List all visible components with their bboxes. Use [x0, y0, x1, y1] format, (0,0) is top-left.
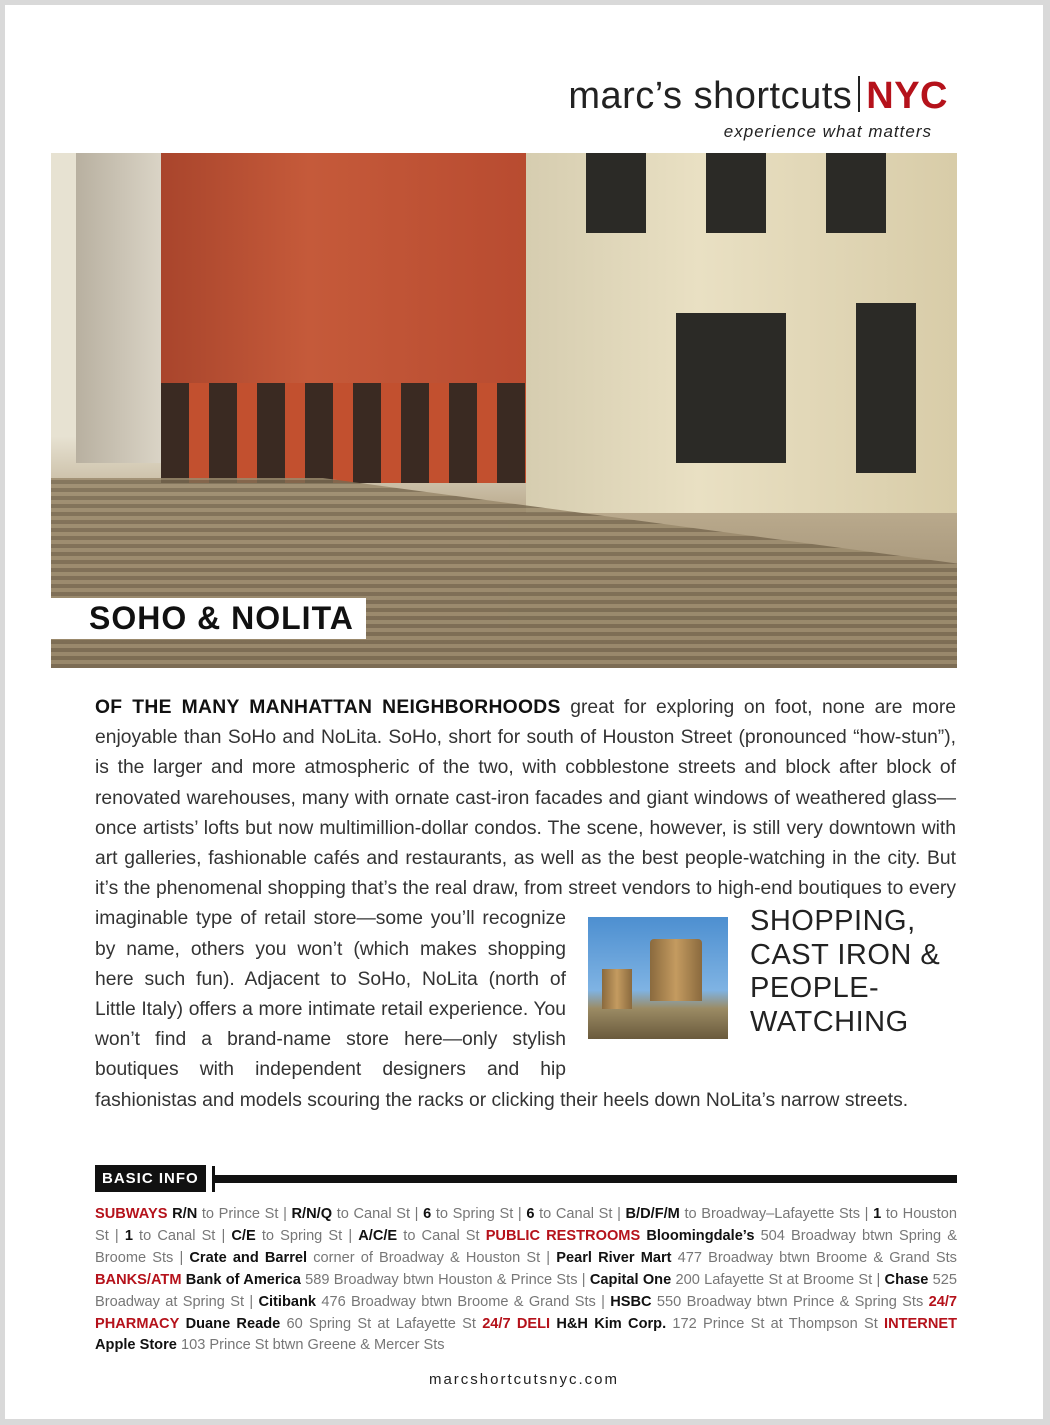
info-place: Bank of America: [185, 1271, 301, 1288]
brand-name: marc’s shortcuts: [568, 75, 853, 117]
basic-info-header: [95, 1165, 957, 1193]
info-category: PUBLIC RESTROOMS: [485, 1227, 641, 1244]
info-detail: to Prince St |: [197, 1206, 292, 1222]
hero-photo: [51, 153, 957, 668]
info-category: 24/7 PHARMACY: [95, 1293, 957, 1332]
water-tower-photo: [588, 917, 728, 1039]
info-place: 6: [526, 1206, 535, 1222]
info-detail: 476 Broadway btwn Broome & Grand Sts |: [316, 1293, 611, 1310]
info-place: A/C/E: [358, 1227, 398, 1244]
info-detail: 200 Lafayette St at Broome St |: [671, 1271, 885, 1288]
info-category: 24/7 DELI: [482, 1315, 551, 1332]
info-place: R/N/Q: [291, 1206, 333, 1222]
info-detail: to Canal St |: [534, 1206, 626, 1222]
footer-url[interactable]: marcshortcutsnyc.com: [428, 1371, 620, 1388]
basic-info-label: BASIC INFO: [95, 1165, 206, 1192]
building: [161, 153, 531, 483]
info-place: 6: [423, 1206, 432, 1222]
info-category: BANKS/ATM: [95, 1271, 182, 1288]
building: [526, 153, 957, 513]
info-place: 1: [873, 1206, 882, 1222]
info-place: B/D/F/M: [625, 1206, 680, 1222]
info-category: SUBWAYS: [95, 1206, 168, 1222]
info-detail: 525 Broadway at Spring St |: [95, 1271, 957, 1310]
info-detail: 103 Prince St btwn Greene & Mercer Sts: [176, 1337, 445, 1354]
page: [5, 5, 1043, 1419]
brand-logo: [568, 75, 948, 142]
info-detail: to Canal St |: [332, 1206, 424, 1222]
info-place: Apple Store: [95, 1337, 177, 1354]
article-text: great for exploring on foot, none are more enjoyable than SoHo and NoLita. SoHo, short for south of Houston Street (pronounced “how-stun”), is the larger and more atmospheric of the two, with cobblestone streets and block after block of renovated warehouses, many with ornate cast-iron facades and giant windows of weathered glass—once artists’ lofts but now multimillion-dollar condos. The scene, however, is still very downtown with art galleries, fashionable cafés and restaurants, as well as the best people-watching in the city. But it’s the phenomenal shopping that’s the real draw, from street vendors to high-end boutiques to every imaginable type of retail store—some you’ll recognize by name, others you won’t (which makes shopping here such fun). Adjacent to SoHo, NoLita (north of Little Italy) offers a more intimate retail experience. You won’t find a brand-name store here—only stylish boutiques with independent designers and hip fashionistas and models scouring the racks or clicking their heels down NoLita’s narrow streets.: [95, 697, 956, 1111]
brand-divider: [858, 76, 860, 112]
info-detail: to Spring St |: [255, 1227, 359, 1244]
info-detail: to Houston St |: [95, 1206, 958, 1244]
info-detail: to Canal St: [397, 1227, 486, 1244]
info-place: R/N: [172, 1206, 198, 1222]
info-place: Chase: [884, 1271, 929, 1288]
info-detail: 504 Broadway btwn Spring & Broome Sts |: [95, 1227, 958, 1266]
tagline: experience what matters: [723, 122, 932, 141]
info-place: HSBC: [610, 1293, 652, 1310]
basic-info-text: [95, 1204, 957, 1357]
info-place: Crate and Barrel: [189, 1249, 308, 1266]
info-place: H&H Kim Corp.: [556, 1315, 667, 1332]
info-place: C/E: [231, 1227, 256, 1244]
article-body: [95, 693, 956, 1116]
info-detail: to Canal St |: [132, 1227, 232, 1244]
info-place: 1: [124, 1227, 133, 1244]
sidebar: [588, 905, 956, 1055]
info-detail: 477 Broadway btwn Broome & Grand Sts: [671, 1249, 957, 1266]
sidebar-heading: SHOPPING, CAST IRON & PEOPLE-WATCHING: [750, 905, 941, 1038]
info-place: Citibank: [258, 1293, 317, 1310]
info-place: Bloomingdale’s: [646, 1227, 755, 1244]
info-detail: 550 Broadway btwn Prince & Spring Sts: [651, 1293, 929, 1310]
info-detail: 60 Spring St at Lafayette St: [280, 1315, 483, 1332]
info-place: Pearl River Mart: [556, 1249, 672, 1266]
brand-city: NYC: [866, 75, 948, 117]
info-detail: corner of Broadway & Houston St |: [307, 1249, 557, 1266]
building: [76, 153, 166, 463]
info-detail: to Spring St |: [431, 1206, 527, 1222]
divider: [212, 1175, 957, 1183]
info-detail: to Broadway–Lafayette Sts |: [679, 1206, 874, 1222]
info-detail: 172 Prince St at Thompson St: [666, 1315, 885, 1332]
info-category: INTERNET: [884, 1315, 957, 1332]
hero-title: SOHO & NOLITA: [51, 598, 366, 639]
info-place: Capital One: [589, 1271, 672, 1288]
info-detail: 589 Broadway btwn Houston & Prince Sts |: [300, 1271, 590, 1288]
lead-in: OF THE MANY MANHATTAN NEIGHBORHOODS: [95, 697, 561, 718]
info-place: Duane Reade: [185, 1315, 281, 1332]
